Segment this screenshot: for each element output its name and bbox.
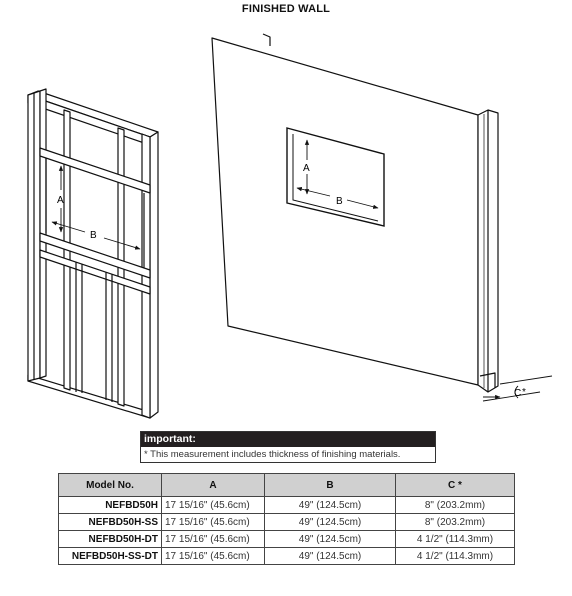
opening-label-b: B: [336, 196, 343, 207]
label-c: C: [514, 388, 522, 399]
cell-a: 17 15/16" (45.6cm): [162, 531, 265, 548]
label-c-star: *: [522, 387, 526, 398]
cell-b: 49" (124.5cm): [265, 548, 396, 565]
table-row: [59, 531, 515, 548]
header-model: Model No.: [59, 474, 162, 497]
header-b: B: [265, 474, 396, 497]
cell-a: 17 15/16" (45.6cm): [162, 497, 265, 514]
table-row: [59, 548, 515, 565]
framing-label-a: A: [57, 195, 64, 206]
header-a: A: [162, 474, 265, 497]
wall-framing: [28, 89, 158, 418]
note-heading: important:: [141, 432, 435, 447]
cell-c: 4 1/2" (114.3mm): [396, 548, 515, 565]
table-row: [59, 497, 515, 514]
framing-label-b: B: [90, 230, 97, 241]
diagram-title: FINISHED WALL: [241, 3, 331, 15]
cell-model: NEFBD50H-SS-DT: [59, 548, 162, 565]
cell-model: NEFBD50H-DT: [59, 531, 162, 548]
cell-b: 49" (124.5cm): [265, 497, 396, 514]
opening-label-a: A: [303, 163, 310, 174]
header-c: C *: [396, 474, 515, 497]
cell-c: 8" (203.2mm): [396, 497, 515, 514]
important-note: [140, 431, 436, 463]
note-text: * This measurement includes thickness of finishing materials.: [141, 447, 435, 462]
table-row: [59, 514, 515, 531]
dimensions-table: [58, 473, 515, 565]
cell-model: NEFBD50H-SS: [59, 514, 162, 531]
cell-model: NEFBD50H: [59, 497, 162, 514]
cell-c: 4 1/2" (114.3mm): [396, 531, 515, 548]
cell-a: 17 15/16" (45.6cm): [162, 548, 265, 565]
cell-a: 17 15/16" (45.6cm): [162, 514, 265, 531]
cell-b: 49" (124.5cm): [265, 514, 396, 531]
cell-b: 49" (124.5cm): [265, 531, 396, 548]
table-header-row: [59, 474, 515, 497]
cell-c: 8" (203.2mm): [396, 514, 515, 531]
